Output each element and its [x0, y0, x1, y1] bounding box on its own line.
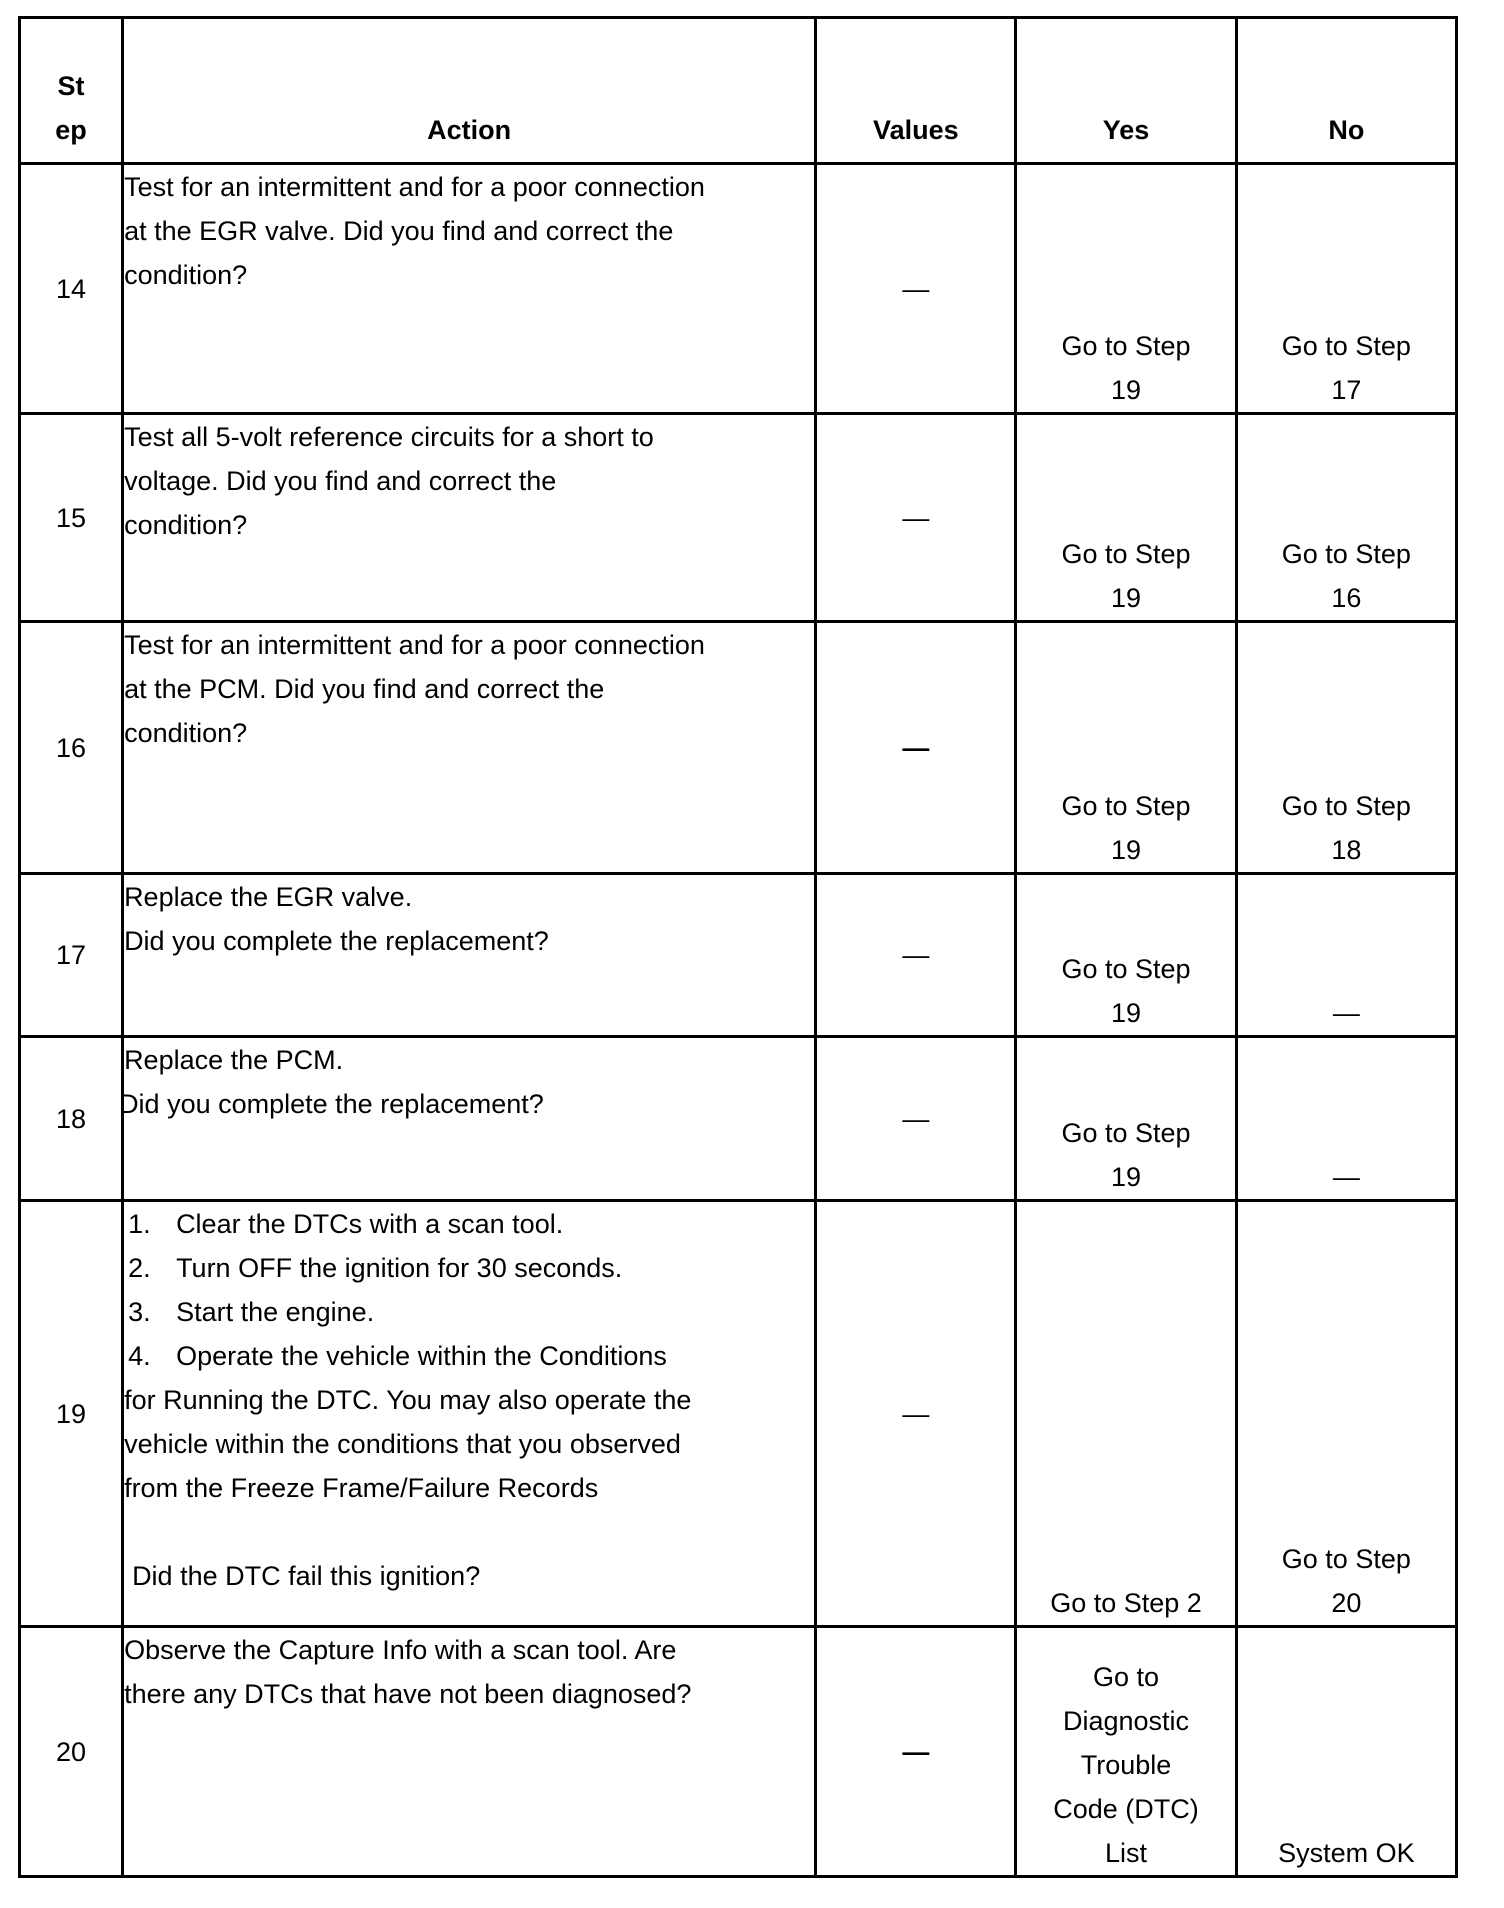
table-row-step-15: [20, 414, 1457, 622]
action-line: Observe the Capture Info with a scan tool. Are: [124, 1635, 677, 1665]
values-cell: [816, 622, 1016, 874]
no-line: Go to Step: [1281, 1544, 1411, 1574]
header-step-line1: St: [57, 71, 85, 101]
values-dash: —: [902, 502, 930, 533]
header-yes: Yes: [1016, 18, 1236, 164]
yes-cell: [1016, 1037, 1236, 1201]
header-step: [20, 18, 123, 164]
yes-line: 19: [1111, 583, 1142, 613]
action-cell: [119, 1037, 816, 1201]
action-cell: [123, 164, 816, 414]
action-line: Replace the PCM.: [124, 1045, 344, 1075]
yes-line: Code (DTC): [1053, 1794, 1199, 1824]
no-line: 18: [1331, 835, 1362, 865]
no-cell: [1236, 1037, 1456, 1201]
no-line: 16: [1331, 583, 1362, 613]
yes-cell: [1016, 874, 1236, 1037]
no-line: Go to Step: [1281, 791, 1411, 821]
values-dash: —: [902, 940, 930, 970]
list-item-text: Operate the vehicle within the Conditions: [176, 1341, 667, 1371]
no-cell: [1236, 164, 1456, 414]
diagnostic-table: [18, 16, 1458, 1878]
values-cell: [816, 1037, 1016, 1201]
table-row-step-20: [20, 1627, 1457, 1877]
action-question: Did the DTC fail this ignition?: [132, 1561, 481, 1591]
list-item-number: 2.: [128, 1253, 151, 1283]
action-line: condition?: [124, 510, 248, 540]
values-cell: [816, 164, 1016, 414]
values-cell: [816, 1627, 1016, 1877]
header-no: No: [1236, 18, 1456, 164]
list-item-text: Turn OFF the ignition for 30 seconds.: [176, 1253, 623, 1283]
yes-cell: [1016, 1627, 1236, 1877]
step-number: 16: [20, 622, 123, 874]
yes-line: 19: [1111, 998, 1142, 1028]
step-number: 18: [20, 1037, 123, 1201]
action-line: Replace the EGR valve.: [124, 882, 413, 912]
yes-line: Go to Step 2: [1050, 1588, 1202, 1618]
no-cell: [1236, 622, 1456, 874]
yes-cell: [1016, 164, 1236, 414]
yes-cell: [1016, 414, 1236, 622]
action-line: voltage. Did you find and correct the: [124, 466, 557, 496]
values-dash: —: [902, 732, 930, 763]
no-line: Go to Step: [1281, 539, 1411, 569]
header-action: Action: [123, 18, 816, 164]
action-line: Test for an intermittent and for a poor connection: [124, 630, 705, 660]
step-number: 19: [20, 1201, 123, 1627]
yes-line: 19: [1111, 1162, 1142, 1192]
list-item-number: 3.: [128, 1297, 151, 1327]
yes-line: 19: [1111, 375, 1142, 405]
action-line: at the PCM. Did you find and correct the: [124, 674, 605, 704]
action-cell: [123, 1627, 816, 1877]
table-row-step-14: [20, 164, 1457, 414]
step-number: 17: [20, 874, 123, 1037]
yes-line: Go to Step: [1061, 954, 1191, 984]
action-continuation-line: vehicle within the conditions that you observed: [124, 1429, 681, 1459]
step-number: 15: [20, 414, 123, 622]
action-cell: [123, 414, 816, 622]
values-dash: —: [902, 1398, 930, 1429]
list-item-number: 4.: [128, 1341, 151, 1371]
yes-cell: [1016, 622, 1236, 874]
table-row-step-18: [20, 1037, 1457, 1201]
no-line: Go to Step: [1281, 331, 1411, 361]
yes-cell: [1016, 1201, 1236, 1627]
step-number: 14: [20, 164, 123, 414]
list-item: [124, 1334, 814, 1378]
values-dash: —: [902, 1103, 930, 1134]
list-item-text: Clear the DTCs with a scan tool.: [176, 1209, 564, 1239]
action-line: Test for an intermittent and for a poor connection: [124, 172, 705, 202]
table-row-step-16: [20, 622, 1457, 874]
action-steps-list: [124, 1202, 814, 1378]
list-item: [124, 1202, 814, 1246]
table-row-step-19: [20, 1201, 1457, 1627]
action-continuation-line: for Running the DTC. You may also operate the: [124, 1385, 692, 1415]
header-step-line2: ep: [55, 115, 87, 145]
list-item-number: 1.: [128, 1209, 151, 1239]
no-cell: [1236, 1201, 1456, 1627]
yes-line: 19: [1111, 835, 1142, 865]
yes-line: Go to Step: [1061, 539, 1191, 569]
yes-line: Trouble: [1080, 1750, 1172, 1780]
table-row-step-17: [20, 874, 1457, 1037]
no-cell: [1236, 1627, 1456, 1877]
action-line: at the EGR valve. Did you find and correct the: [124, 216, 674, 246]
no-dash: —: [1332, 998, 1360, 1028]
list-item: [124, 1290, 814, 1334]
no-line: 20: [1331, 1588, 1362, 1618]
action-line: Test all 5-volt reference circuits for a short to: [124, 422, 654, 452]
action-line: condition?: [124, 260, 248, 290]
action-continuation-line: from the Freeze Frame/Failure Records: [124, 1473, 599, 1503]
values-dash: —: [902, 1736, 930, 1767]
values-cell: [816, 1201, 1016, 1627]
no-line: 17: [1331, 375, 1362, 405]
no-dash: —: [1332, 1162, 1360, 1192]
values-cell: [816, 874, 1016, 1037]
action-line: Did you complete the replacement?: [124, 926, 549, 956]
action-cell: [123, 874, 816, 1037]
yes-line: List: [1105, 1838, 1148, 1868]
yes-line: Go to Step: [1061, 331, 1191, 361]
yes-line: Go to: [1093, 1662, 1160, 1692]
action-line: Did you complete the replacement?: [119, 1089, 544, 1119]
yes-line: Go to Step: [1061, 1118, 1191, 1148]
yes-line: Go to Step: [1061, 791, 1191, 821]
header-values: Values: [816, 18, 1016, 164]
header-row: [20, 18, 1457, 164]
yes-line: Diagnostic: [1062, 1706, 1190, 1736]
values-dash: —: [902, 273, 930, 304]
action-cell: [123, 1201, 816, 1627]
no-cell: [1236, 414, 1456, 622]
no-line: System OK: [1278, 1838, 1415, 1868]
action-line: there any DTCs that have not been diagnosed?: [124, 1679, 692, 1709]
list-item-text: Start the engine.: [176, 1297, 375, 1327]
no-cell: [1236, 874, 1456, 1037]
values-cell: [816, 414, 1016, 622]
list-item: [124, 1246, 814, 1290]
step-number: 20: [20, 1627, 123, 1877]
action-line: condition?: [124, 718, 248, 748]
action-cell: [123, 622, 816, 874]
